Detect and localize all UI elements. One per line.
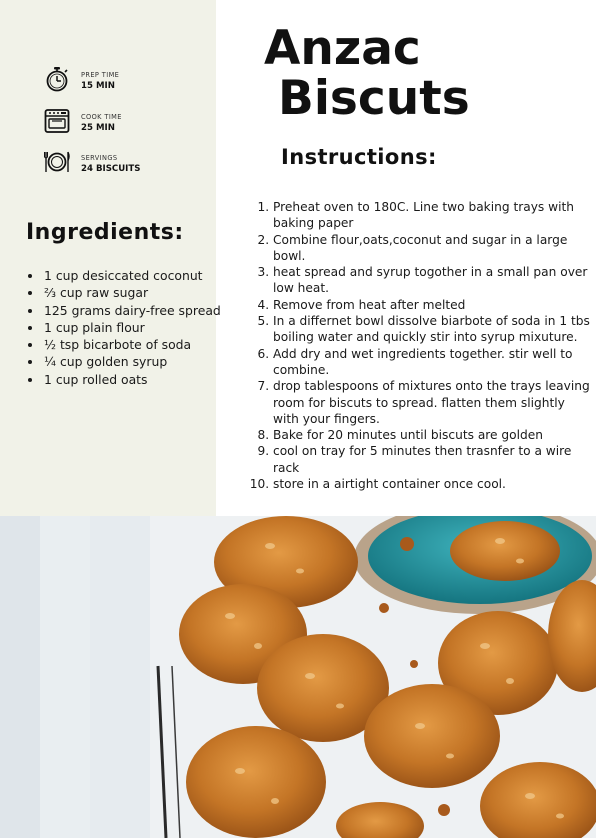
plate-cutlery-icon <box>44 149 70 175</box>
cook-time <box>44 108 214 138</box>
instruction-step: 4. Remove from heat after melted <box>273 297 591 313</box>
ingredient-item: • ¼ cup golden syrup <box>43 353 229 370</box>
oven-icon <box>44 108 70 134</box>
prep-time-value: 15 MIN <box>81 81 115 91</box>
ingredient-item: • 125 grams dairy-free spread <box>43 302 229 319</box>
ingredients-heading: Ingredients: <box>26 220 184 245</box>
bowl-biscuit <box>450 521 560 581</box>
title-line-1: Anzac <box>264 21 421 76</box>
cook-time-value: 25 MIN <box>81 123 115 133</box>
ingredient-item: • 1 cup rolled oats <box>43 371 229 388</box>
servings <box>44 149 214 179</box>
instruction-step: 8. Bake for 20 minutes until biscuts are golden <box>273 427 591 443</box>
biscuits-photo <box>0 516 596 838</box>
instruction-step: 1. Preheat oven to 180C. Line two baking trays with baking paper <box>273 199 591 232</box>
instruction-step: 2. Combine flour,oats,coconut and sugar in a large bowl. <box>273 232 591 265</box>
ingredient-item: • ½ tsp bicarbote of soda <box>43 336 229 353</box>
ingredient-item: • ⅔ cup raw sugar <box>43 284 229 301</box>
instruction-step: 10. store in a airtight container once cool. <box>273 476 591 492</box>
cook-time-label: COOK TIME <box>81 113 122 121</box>
title-line-2: Biscuts <box>278 71 470 126</box>
prep-time <box>44 66 214 96</box>
instruction-step: 3. heat spread and syrup togother in a small pan over low heat. <box>273 264 591 297</box>
prep-time-label: PREP TIME <box>81 71 120 79</box>
instruction-step: 7. drop tablespoons of mixtures onto the trays leaving room for biscuts to spread. flatten them slightly with your fingers. <box>273 378 591 427</box>
recipe-title <box>264 21 470 126</box>
instructions-heading: Instructions: <box>281 145 437 169</box>
servings-value: 24 BISCUITS <box>81 164 141 174</box>
instruction-step: 6. Add dry and wet ingredients together. stir well to combine. <box>273 346 591 379</box>
stopwatch-icon <box>44 66 70 92</box>
ingredients-list <box>26 267 229 388</box>
instructions-list <box>271 199 591 492</box>
ingredient-item: • 1 cup desiccated coconut <box>43 267 229 284</box>
sidebar <box>0 0 221 516</box>
ingredient-item: • 1 cup plain flour <box>43 319 229 336</box>
biscuits-illustration <box>0 516 596 838</box>
instruction-step: 9. cool on tray for 5 minutes then trasnfer to a wire rack <box>273 443 591 476</box>
servings-label: SERVINGS <box>81 154 118 162</box>
instruction-step: 5. In a differnet bowl dissolve biarbote of soda in 1 tbs boiling water and quickly stir into syrup mixuture. <box>273 313 591 346</box>
